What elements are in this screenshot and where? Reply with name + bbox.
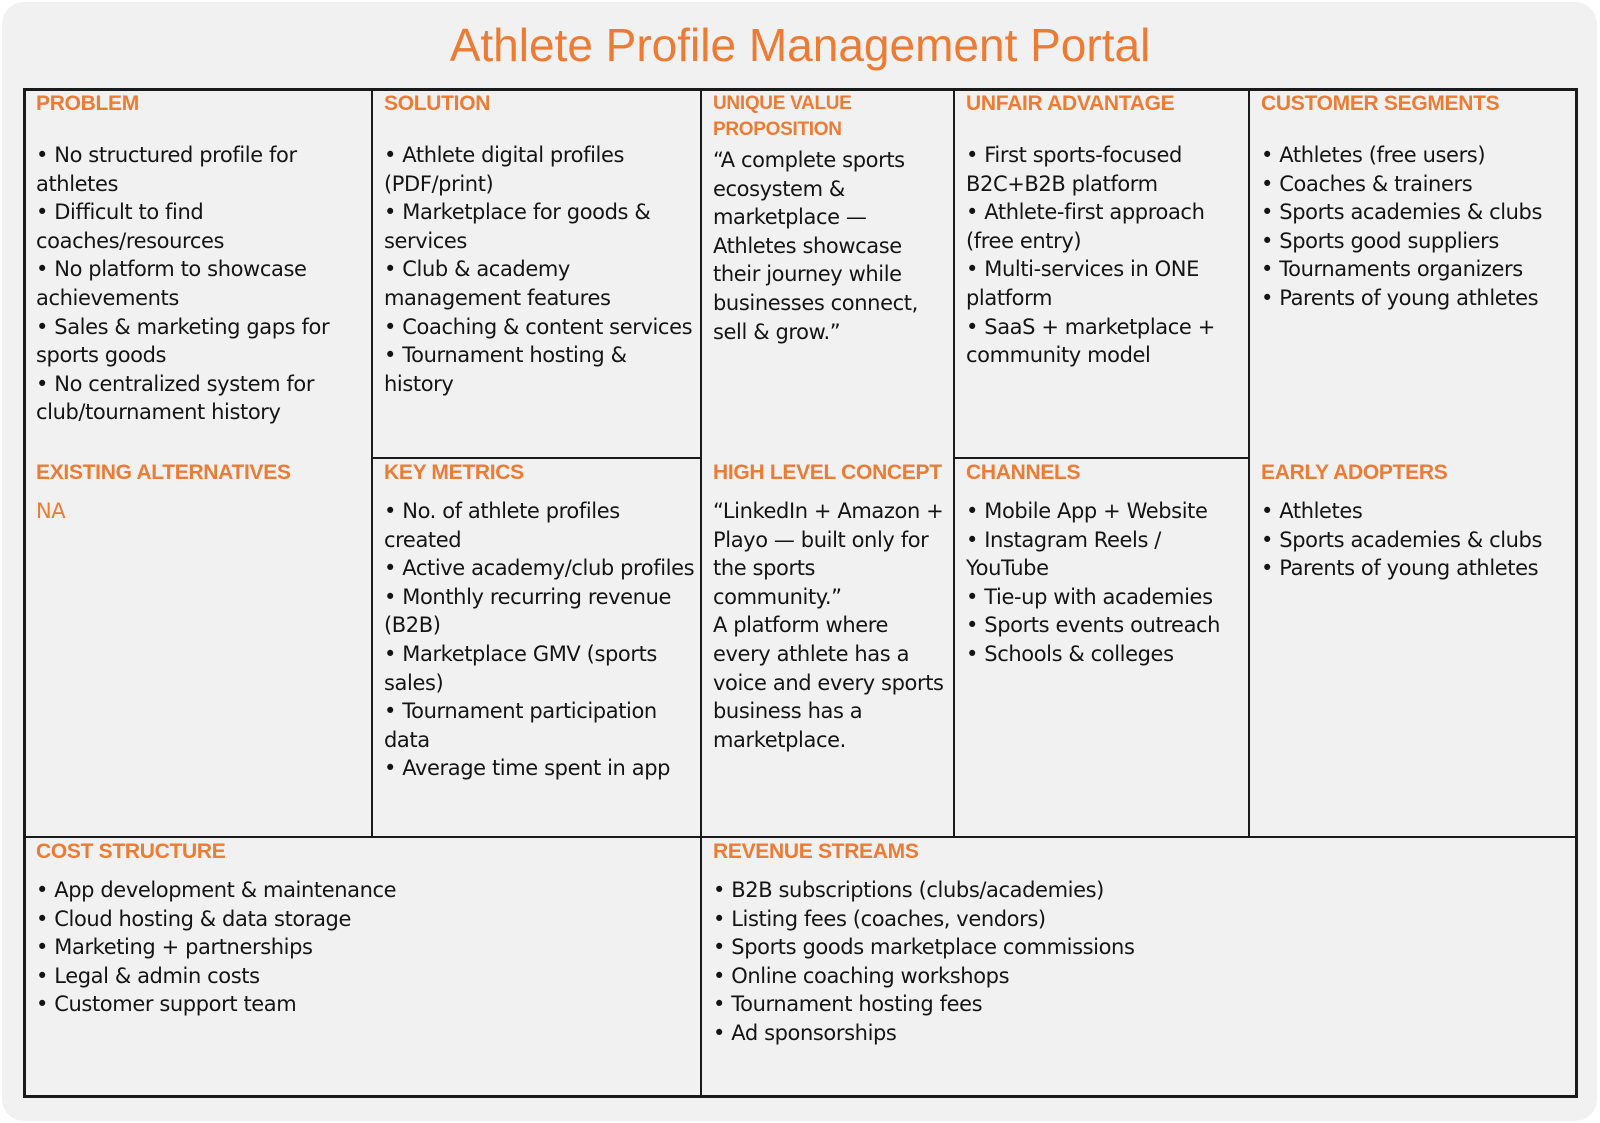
existing-alternatives-section <box>36 460 366 526</box>
list-item: • Mobile App + Website <box>966 499 1208 523</box>
unique-value-proposition-section <box>713 91 949 346</box>
list-item: • Ad sponsorships <box>713 1020 897 1045</box>
bullet-list <box>384 141 696 398</box>
solution-section <box>384 91 696 398</box>
list-item: • Sports academies & clubs <box>1261 200 1543 225</box>
unfair-advantage-section <box>966 91 1244 370</box>
section-heading: SOLUTION <box>384 92 491 115</box>
list-item: • First sports-focused B2C+B2B platform <box>966 143 1182 196</box>
list-item: • Sports goods marketplace commissions <box>713 935 1135 960</box>
list-item: • Difficult to find coaches/resources <box>36 200 225 253</box>
section-heading: CUSTOMER SEGMENTS <box>1261 92 1500 115</box>
channels-section <box>966 460 1244 669</box>
divider <box>953 91 955 836</box>
list-item: • B2B subscriptions (clubs/academies) <box>713 878 1104 902</box>
section-heading: CHANNELS <box>966 461 1081 484</box>
section-heading: PROBLEM <box>36 92 139 115</box>
bullet-list <box>384 497 696 783</box>
list-item: • Marketplace for goods & services <box>384 200 651 253</box>
list-item: • Monthly recurring revenue (B2B) <box>384 584 671 638</box>
list-item: • Tournament hosting & history <box>384 343 627 396</box>
list-item: • Parents of young athletes <box>1261 285 1539 310</box>
list-item: • Coaches & trainers <box>1261 171 1473 196</box>
cost-structure-section <box>36 839 696 1019</box>
divider <box>955 457 1248 459</box>
concept-description: A platform where every athlete has a voice and every sports business has a marketplace. <box>713 613 944 752</box>
list-item: • Tournament hosting fees <box>713 992 983 1017</box>
list-item: • Cloud hosting & data storage <box>36 906 352 931</box>
uvp-text: “A complete sports ecosystem & marketplace — Athletes showcase their journey while businesses connect, sell & grow.” <box>713 148 918 344</box>
list-item: • Sales & marketing gaps for sports goods <box>36 314 330 368</box>
list-item: • Active academy/club profiles <box>384 556 695 581</box>
bullet-list <box>36 141 366 427</box>
list-item: • Marketplace GMV (sports sales) <box>384 641 657 695</box>
list-item: • Club & academy management features <box>384 257 611 310</box>
list-item: • Online coaching workshops <box>713 963 1010 988</box>
list-item: • Average time spent in app <box>384 756 671 781</box>
lean-canvas-grid <box>23 88 1578 1098</box>
list-item: • Legal & admin costs <box>36 963 260 988</box>
list-item: • Sports academies & clubs <box>1261 527 1543 552</box>
divider <box>26 836 1575 838</box>
section-heading: KEY METRICS <box>384 461 524 484</box>
list-item: • Tournaments organizers <box>1261 257 1523 282</box>
list-item: • Sports events outreach <box>966 613 1221 638</box>
list-item: • Marketing + partnerships <box>36 935 313 960</box>
concept-text <box>713 497 949 754</box>
revenue-streams-section <box>713 839 1563 1048</box>
list-item: • Athletes (free users) <box>1261 143 1486 167</box>
list-item: • Customer support team <box>36 992 297 1017</box>
list-item: • Schools & colleges <box>966 641 1174 666</box>
divider <box>700 91 702 1095</box>
list-item: • Athletes <box>1261 499 1363 523</box>
list-item: • SaaS + marketplace + community model <box>966 314 1215 368</box>
section-heading: HIGH LEVEL CONCEPT <box>713 461 942 484</box>
problem-section <box>36 91 366 427</box>
bullet-list <box>1261 141 1569 313</box>
section-heading: EARLY ADOPTERS <box>1261 461 1448 484</box>
bullet-list <box>36 876 696 1019</box>
divider <box>1248 91 1250 836</box>
section-heading: UNIQUE VALUE PROPOSITION <box>713 93 852 140</box>
list-item: • No centralized system for club/tournament history <box>36 371 315 425</box>
list-item: • Athlete-first approach (free entry) <box>966 200 1205 253</box>
list-item: • Athlete digital profiles (PDF/print) <box>384 143 625 196</box>
section-heading: REVENUE STREAMS <box>713 840 919 863</box>
list-item: • No. of athlete profiles created <box>384 499 620 552</box>
page-title: Athlete Profile Management Portal <box>449 19 1151 71</box>
list-item: • App development & maintenance <box>36 878 397 902</box>
list-item: • Sports good suppliers <box>1261 228 1499 253</box>
bullet-list <box>966 497 1244 669</box>
list-item: • No structured profile for athletes <box>36 143 297 196</box>
key-metrics-section <box>384 460 696 783</box>
list-item: • Tie-up with academies <box>966 584 1213 609</box>
section-heading: COST STRUCTURE <box>36 840 226 863</box>
list-item: • Parents of young athletes <box>1261 556 1539 581</box>
list-item: • Listing fees (coaches, vendors) <box>713 906 1046 931</box>
alternatives-value: NA <box>36 499 66 523</box>
list-item: • Coaching & content services <box>384 314 693 339</box>
list-item: • No platform to showcase achievements <box>36 257 307 310</box>
high-level-concept-section <box>713 460 949 754</box>
list-item: • Multi-services in ONE platform <box>966 257 1199 310</box>
bullet-list <box>966 141 1244 370</box>
section-heading: UNFAIR ADVANTAGE <box>966 92 1175 115</box>
divider <box>373 457 700 459</box>
list-item: • Instagram Reels / YouTube <box>966 527 1161 581</box>
customer-segments-section <box>1261 91 1569 313</box>
bullet-list <box>713 876 1563 1048</box>
bullet-list <box>1261 497 1569 583</box>
early-adopters-section <box>1261 460 1569 583</box>
section-heading: EXISTING ALTERNATIVES <box>36 461 291 484</box>
concept-tagline: “LinkedIn + Amazon + Playo — built only for the sports community.” <box>713 499 944 609</box>
list-item: • Tournament participation data <box>384 699 657 752</box>
divider <box>371 91 373 836</box>
